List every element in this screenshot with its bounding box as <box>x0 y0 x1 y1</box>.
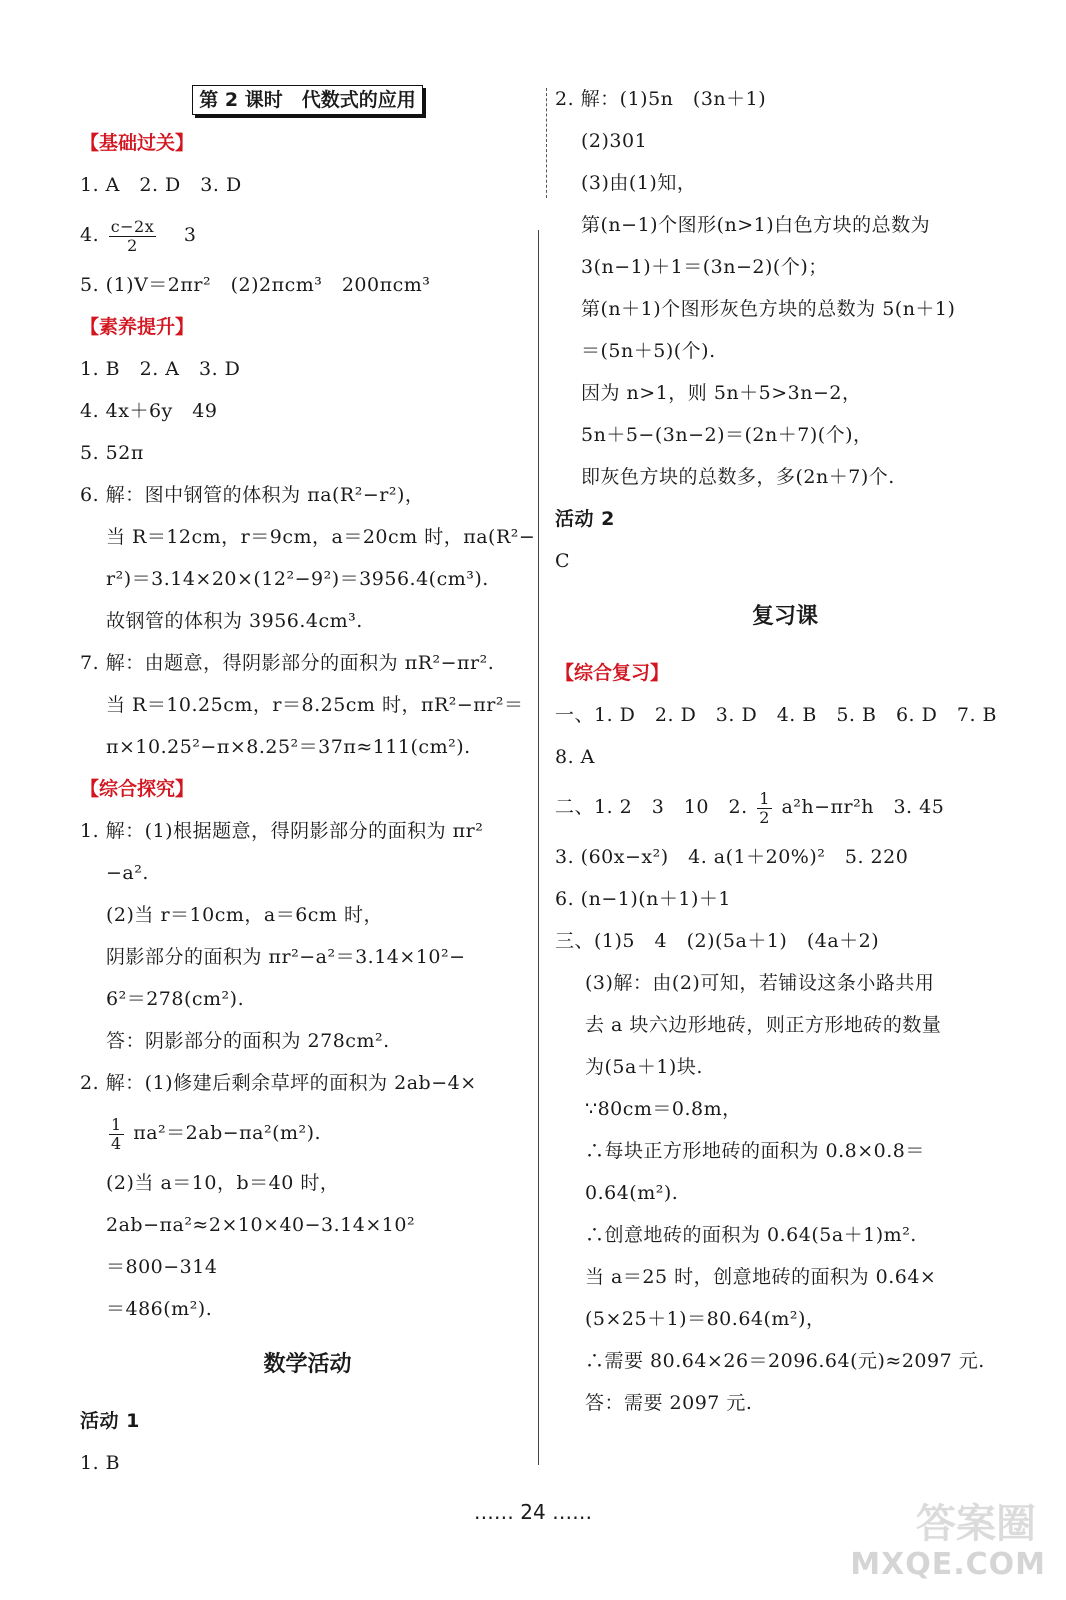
answer-line: ∴创意地砖的面积为 0.64(5a＋1)m². <box>585 1224 917 1246</box>
answer-line: 一、1. D 2. D 3. D 4. B 5. B 6. D 7. B <box>555 704 997 726</box>
answer-line: 5. (1)V＝2πr² (2)2πcm³ 200πcm³ <box>80 274 431 296</box>
answer-line: ∵80cm＝0.8m， <box>585 1098 742 1120</box>
answer-line: 3. (60x−x²) 4. a(1＋20%)² 5. 220 <box>555 846 909 868</box>
fraction <box>109 1116 124 1153</box>
answer-line: (2)当 r＝10cm，a＝6cm 时， <box>106 904 383 926</box>
fraction-denominator: 2 <box>127 235 138 255</box>
answer-line: 阴影部分的面积为 πr²−a²＝3.14×10²− <box>106 946 466 968</box>
answer-line: 5n＋5−(3n−2)＝(2n＋7)(个)， <box>581 424 873 446</box>
answer-line: (3)由(1)知， <box>581 172 697 194</box>
answer-line: 1. A 2. D 3. D <box>80 174 242 196</box>
right-column <box>555 78 1015 1424</box>
section-tag-zonghe: 【综合探究】 <box>80 778 195 800</box>
answer-line: π×10.25²−π×8.25²＝37π≈111(cm²). <box>106 736 471 758</box>
answer-line: 6. 解：图中钢管的体积为 πa(R²−r²)， <box>80 484 425 506</box>
answer-line: 第(n＋1)个图形灰色方块的总数为 5(n＋1) <box>581 298 956 320</box>
fraction-denominator: 2 <box>759 807 770 827</box>
fraction-numerator: c−2x <box>110 216 155 236</box>
answer-line: (3)解：由(2)可知，若铺设这条小路共用 <box>585 972 935 994</box>
answer-line: ∴每块正方形地砖的面积为 0.8×0.8＝ <box>585 1140 925 1162</box>
answer-line: 0.64(m²). <box>585 1182 679 1204</box>
answer-line: 1. 解：(1)根据题意，得阴影部分的面积为 πr² <box>80 820 484 842</box>
fraction <box>757 790 772 827</box>
answer-line: 答：需要 2097 元. <box>585 1392 753 1414</box>
answer-line: 为(5a＋1)块. <box>585 1056 703 1078</box>
answer-number: 4. <box>80 224 100 246</box>
answer-line: 7. 解：由题意，得阴影部分的面积为 πR²−πr². <box>80 652 495 674</box>
activity-heading: 活动 1 <box>80 1410 140 1432</box>
answer-line: ＝800−314 <box>106 1256 218 1278</box>
answer-line: r²)＝3.14×20×(12²−9²)＝3956.4(cm³). <box>106 568 489 590</box>
answer-line: 去 a 块六边形地砖，则正方形地砖的数量 <box>585 1014 942 1036</box>
answer-line: 6. (n−1)(n＋1)＋1 <box>555 888 731 910</box>
answer-line: 第(n−1)个图形(n>1)白色方块的总数为 <box>581 214 931 236</box>
fraction-numerator: 1 <box>759 788 770 808</box>
answer-line-fraction <box>80 1104 535 1162</box>
answer-line: 5. 52π <box>80 442 144 464</box>
fraction-numerator: 1 <box>111 1114 122 1134</box>
page-number: …… 24 …… <box>473 1500 593 1524</box>
answer-line: 当 a＝25 时，创意地砖的面积为 0.64× <box>585 1266 937 1288</box>
answer-line-fraction <box>555 778 1015 836</box>
section-tag-zonghefuxi: 【综合复习】 <box>555 662 670 684</box>
watermark-site: MXQE.COM <box>850 1547 1046 1582</box>
answer-text: πa²＝2ab−πa²(m²). <box>133 1122 322 1144</box>
column-divider <box>538 230 539 1465</box>
left-column <box>80 78 535 1484</box>
section-tag-jichu: 【基础过关】 <box>80 132 195 154</box>
section-tag-suyang: 【素养提升】 <box>80 316 195 338</box>
answer-line: 当 R＝10.25cm，r＝8.25cm 时，πR²−πr²＝ <box>106 694 524 716</box>
answer-line: ∴需要 80.64×26＝2096.64(元)≈2097 元. <box>585 1350 985 1372</box>
answer-line: 2. 解：(1)修建后剩余草坪的面积为 2ab−4× <box>80 1072 477 1094</box>
fraction-denominator: 4 <box>111 1133 122 1153</box>
answer-line: 三、(1)5 4 (2)(5a＋1) (4a＋2) <box>555 930 880 952</box>
answer-line: 1. B <box>80 1452 121 1474</box>
answer-line: (2)301 <box>581 130 648 152</box>
answer-line: 故钢管的体积为 3956.4cm³. <box>106 610 363 632</box>
answer-line: (5×25＋1)＝80.64(m²)， <box>585 1308 826 1330</box>
answer-line: 因为 n>1，则 5n＋5>3n−2， <box>581 382 862 404</box>
watermark-logo <box>850 1492 1046 1582</box>
answer-line: 1. B 2. A 3. D <box>80 358 241 380</box>
answer-line: 4. 4x＋6y 49 <box>80 400 218 422</box>
answer-line: 2ab−πa²≈2×10×40−3.14×10² <box>106 1214 416 1236</box>
answer-line: 即灰色方块的总数多，多(2n＋7)个. <box>581 466 895 488</box>
answer-text: 3 <box>183 224 197 246</box>
answer-line: 6²＝278(cm²). <box>106 988 245 1010</box>
answer-line: −a². <box>106 862 149 884</box>
answer-line: 2. 解：(1)5n (3n＋1) <box>555 88 767 110</box>
lesson-title: 第 2 课时 代数式的应用 <box>80 78 535 122</box>
answer-line: 8. A <box>555 746 595 768</box>
activity-heading: 活动 2 <box>555 508 615 530</box>
fraction <box>109 218 157 255</box>
watermark-logo-text: 答案圈 <box>916 1501 1036 1547</box>
answer-line: ＝486(m²). <box>106 1298 213 1320</box>
answer-line: C <box>555 550 571 572</box>
answer-text: 二、1. 2 3 10 2. <box>555 796 748 818</box>
section-title-fuxi: 复习课 <box>751 604 818 629</box>
answer-line: 3(n−1)＋1＝(3n−2)(个)； <box>581 256 828 278</box>
answer-line: (2)当 a＝10，b＝40 时， <box>106 1172 340 1194</box>
answer-line: 当 R＝12cm，r＝9cm，a＝20cm 时，πa(R²− <box>106 526 536 548</box>
section-title-shuxue: 数学活动 <box>263 1352 352 1377</box>
answer-line: 答：阴影部分的面积为 278cm². <box>106 1030 390 1052</box>
answer-line: ＝(5n＋5)(个). <box>581 340 716 362</box>
answer-line-fraction <box>80 206 535 264</box>
answer-text: a²h−πr²h 3. 45 <box>781 796 945 818</box>
column-divider-top <box>546 88 547 198</box>
